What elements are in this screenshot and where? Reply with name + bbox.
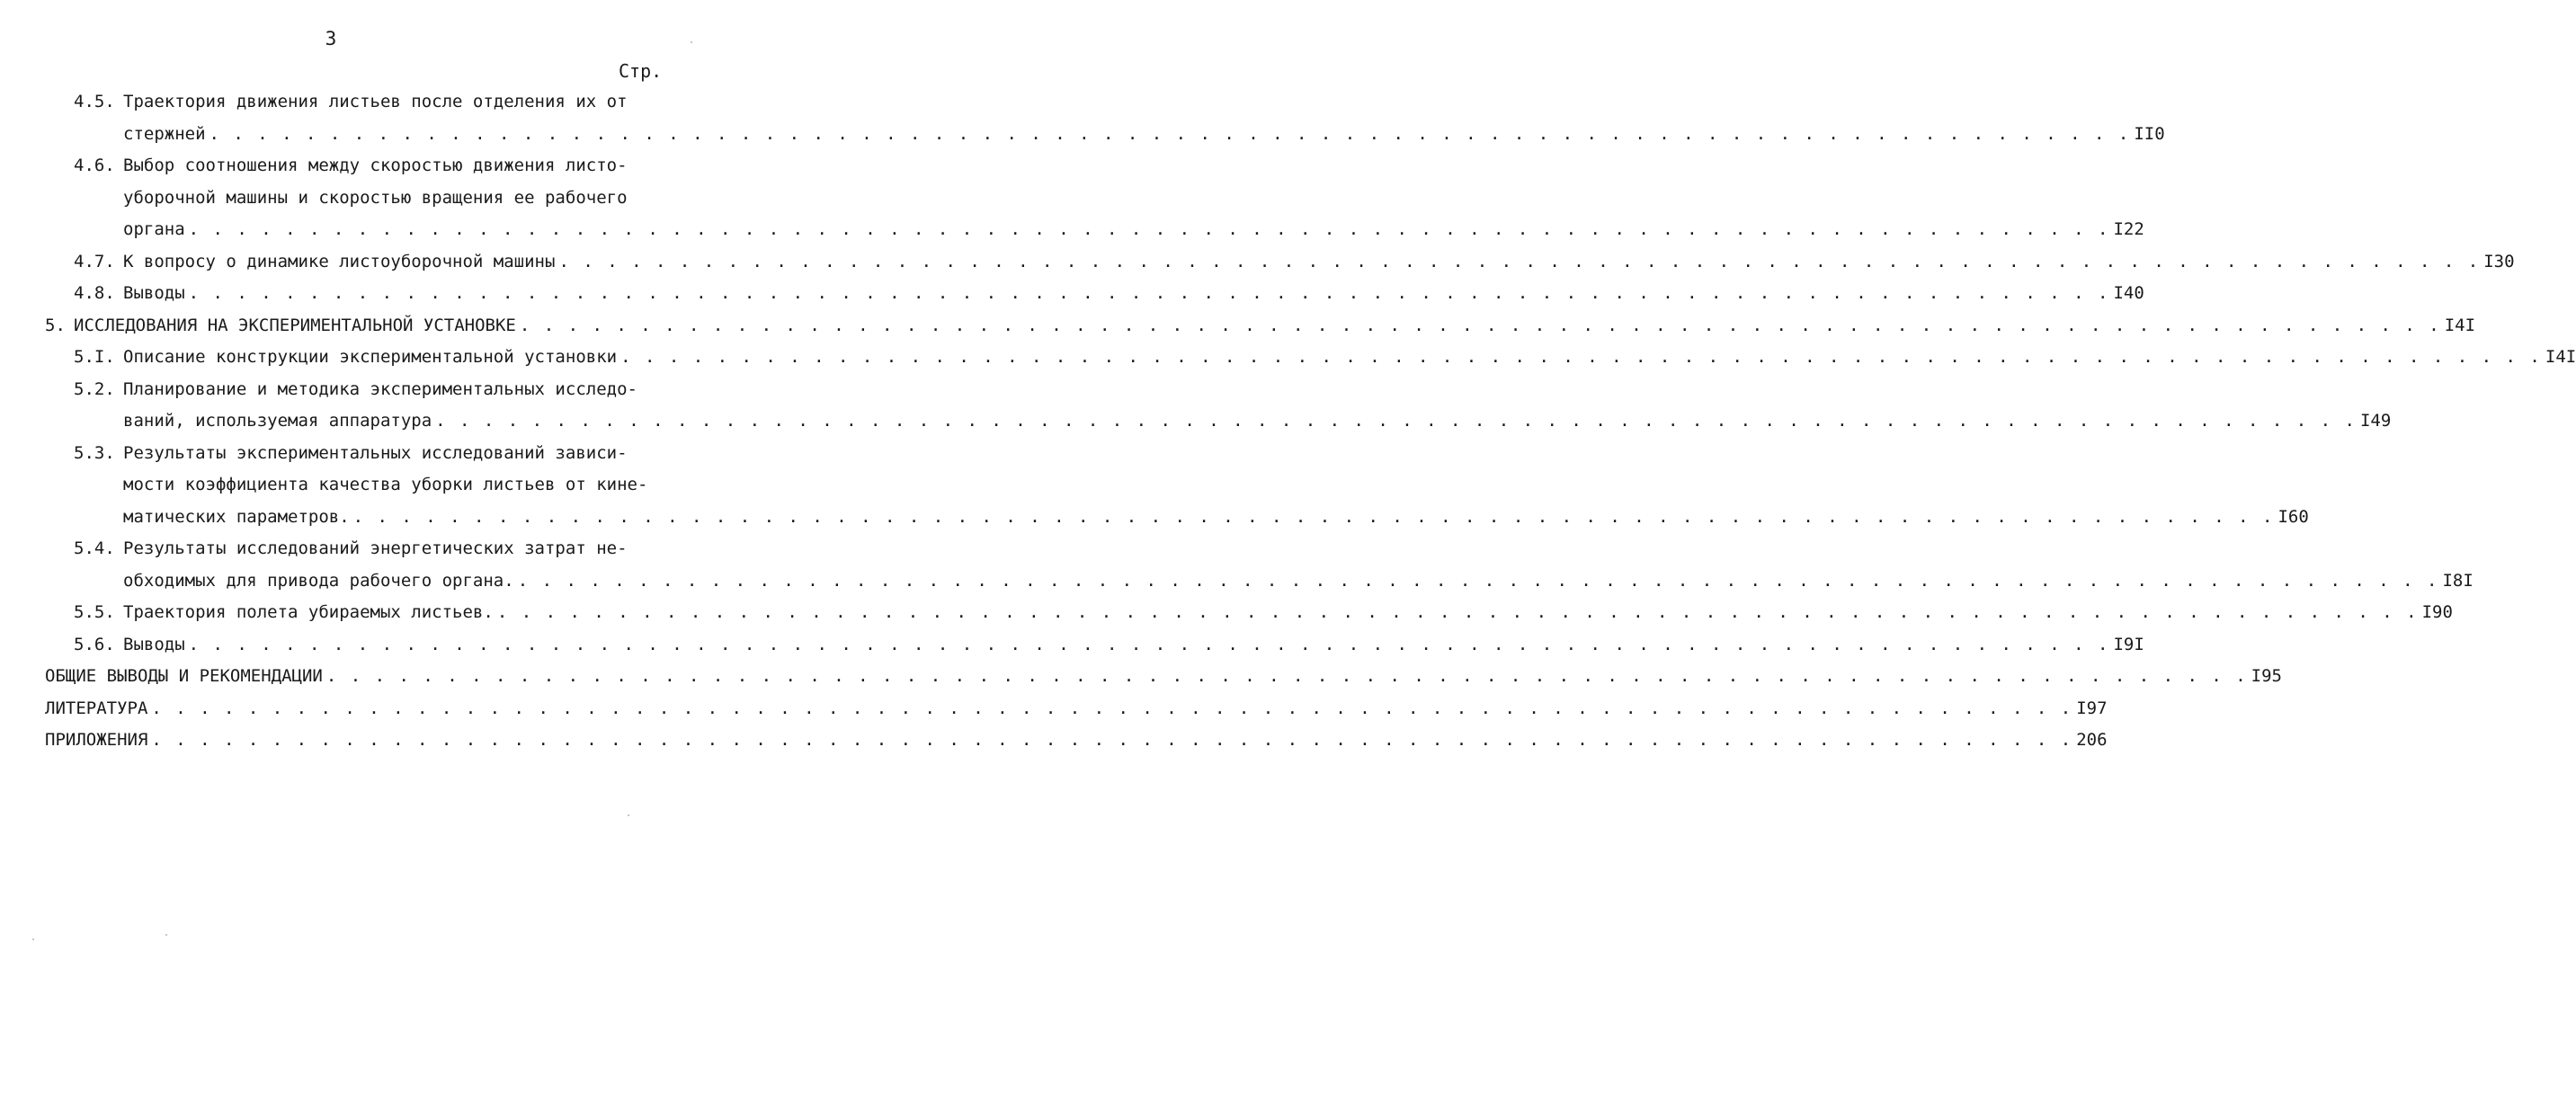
toc-entry-title-line: органа <box>123 219 185 239</box>
toc-entry-number: 5.6. <box>74 634 115 654</box>
toc-entry-title-line: мости коэффициента качества уборки листьев от кине- <box>123 475 648 494</box>
toc-entry-title-line: Результаты исследований энергетических затрат не- <box>123 538 628 558</box>
toc-entry-page: I30 <box>2483 251 2515 271</box>
toc-entry-last-line <box>123 342 2576 374</box>
toc-entry <box>0 86 2165 150</box>
toc-entry-page: I4I <box>2444 315 2476 335</box>
toc-entry-number: 5.3. <box>74 442 115 463</box>
toc-entry-number: 4.5. <box>74 92 115 111</box>
toc-entry-page: I4I <box>2545 347 2576 367</box>
dot-leader: . . . . . . . . . . . . . . . . . . . . . . . . . . . . . . . . . . . . . . . . . . . . . . . . . . . . . . . . . . . . . . . . . . . . . . . . . . . . . . . . <box>209 123 2131 144</box>
toc-entry <box>0 725 2108 757</box>
toc-entry-last-line <box>123 214 2144 246</box>
toc-entry-title-line: ОБЩИЕ ВЫВОДЫ И РЕКОМЕНДАЦИИ <box>45 666 323 686</box>
scan-speck <box>628 814 629 816</box>
toc-entry-title-line: ЛИТЕРАТУРА <box>45 698 148 718</box>
dot-leader: . . . . . . . . . . . . . . . . . . . . . . . . . . . . . . . . . . . . . . . . . . . . . . . . . . . . . . . . . . . . . . . . . . . . . . . . . . . . . . . . <box>435 411 2357 431</box>
toc-entry-page: I97 <box>2076 698 2108 718</box>
toc-entry <box>0 246 2515 279</box>
toc-entry-number: 4.7. <box>74 251 115 271</box>
toc-entry <box>0 150 2144 246</box>
toc-entry-page: I95 <box>2251 666 2282 686</box>
table-of-contents <box>0 86 2576 757</box>
toc-entry-number: 5.I. <box>74 347 115 367</box>
toc-entry-title-line: Результаты экспериментальных исследований зависи- <box>123 442 628 463</box>
toc-entry-last-line <box>123 278 2144 310</box>
toc-entry-last-line <box>123 405 2392 438</box>
toc-entry <box>0 438 2309 534</box>
toc-entry-title-line: Выводы <box>123 283 185 303</box>
toc-entry-title-line: стержней <box>123 123 206 144</box>
page-number: 3 <box>325 28 337 49</box>
toc-entry-title-line: ваний, используемая аппаратура <box>123 411 432 431</box>
dot-leader: . . . . . . . . . . . . . . . . . . . . . . . . . . . . . . . . . . . . . . . . . . . . . . . . . . . . . . . . . . . . . . . . . . . . . . . . . . . . . . . . <box>352 506 2275 527</box>
toc-entry-title-line: ПРИЛОЖЕНИЯ <box>45 730 148 750</box>
toc-entry-last-line <box>74 310 2476 342</box>
dot-leader: . . . . . . . . . . . . . . . . . . . . . . . . . . . . . . . . . . . . . . . . . . . . . . . . . . . . . . . . . . . . . . . . . . . . . . . . . . . . . . . . <box>517 570 2439 591</box>
toc-entry <box>0 629 2144 662</box>
dot-leader: . . . . . . . . . . . . . . . . . . . . . . . . . . . . . . . . . . . . . . . . . . . . . . . . . . . . . . . . . . . . . . . . . . . . . . . . . . . . . . . . <box>620 347 2542 367</box>
toc-entry-number: 5.5. <box>74 602 115 622</box>
toc-entry-last-line <box>45 693 2108 725</box>
toc-entry-number: 5.4. <box>74 538 115 558</box>
toc-entry <box>0 661 2282 693</box>
toc-entry-title-line: матических параметров. <box>123 506 350 527</box>
toc-entry <box>0 342 2576 374</box>
page-column-label: Стр. <box>619 60 663 82</box>
dot-leader: . . . . . . . . . . . . . . . . . . . . . . . . . . . . . . . . . . . . . . . . . . . . . . . . . . . . . . . . . . . . . . . . . . . . . . . . . . . . . . . . <box>325 666 2248 686</box>
dot-leader: . . . . . . . . . . . . . . . . . . . . . . . . . . . . . . . . . . . . . . . . . . . . . . . . . . . . . . . . . . . . . . . . . . . . . . . . . . . . . . . . <box>188 283 2110 303</box>
toc-entry-title-line: Выводы <box>123 634 185 654</box>
toc-entry <box>0 278 2144 310</box>
toc-entry <box>0 374 2392 438</box>
toc-entry-page: I8I <box>2442 570 2473 591</box>
toc-entry-title-line: Траектория движения листьев после отделения их от <box>123 92 628 111</box>
toc-entry-page: 206 <box>2076 730 2108 750</box>
toc-entry-last-line <box>123 502 2309 534</box>
toc-entry-page: I22 <box>2113 219 2144 239</box>
toc-entry-number: 5.2. <box>74 378 115 399</box>
dot-leader: . . . . . . . . . . . . . . . . . . . . . . . . . . . . . . . . . . . . . . . . . . . . . . . . . . . . . . . . . . . . . . . . . . . . . . . . . . . . . . . . <box>519 315 2441 335</box>
toc-entry-title-line: Описание конструкции экспериментальной установки <box>123 347 618 367</box>
toc-entry-last-line <box>45 725 2108 757</box>
toc-entry-title-line: Выбор соотношения между скоростью движения листо- <box>123 156 628 175</box>
scan-speck <box>32 938 34 940</box>
toc-entry-number: 4.8. <box>74 283 115 303</box>
toc-entry-last-line <box>123 565 2473 598</box>
toc-entry <box>0 310 2476 342</box>
dot-leader: . . . . . . . . . . . . . . . . . . . . . . . . . . . . . . . . . . . . . . . . . . . . . . . . . . . . . . . . . . . . . . . . . . . . . . . . . . . . . . . . <box>188 634 2110 654</box>
toc-entry-page: I40 <box>2113 283 2144 303</box>
toc-entry-title-line: ИССЛЕДОВАНИЯ НА ЭКСПЕРИМЕНТАЛЬНОЙ УСТАНОВКЕ <box>74 315 516 335</box>
toc-entry-title-line: К вопросу о динамике листоуборочной машины <box>123 251 556 271</box>
toc-entry-page: I60 <box>2277 506 2309 527</box>
dot-leader: . . . . . . . . . . . . . . . . . . . . . . . . . . . . . . . . . . . . . . . . . . . . . . . . . . . . . . . . . . . . . . . . . . . . . . . . . . . . . . . . <box>496 602 2419 622</box>
toc-entry-number: 5. <box>45 315 66 335</box>
dot-leader: . . . . . . . . . . . . . . . . . . . . . . . . . . . . . . . . . . . . . . . . . . . . . . . . . . . . . . . . . . . . . . . . . . . . . . . . . . . . . . . . <box>151 730 2073 750</box>
toc-entry <box>0 597 2453 629</box>
toc-entry <box>0 533 2473 597</box>
toc-entry-title-line: обходимых для привода рабочего органа. <box>123 570 514 591</box>
toc-entry-last-line <box>123 119 2165 151</box>
scan-speck <box>165 934 167 936</box>
toc-entry-title-line: Траектория полета убираемых листьев. <box>123 602 494 622</box>
toc-entry-last-line <box>123 246 2515 279</box>
toc-entry-page: I9I <box>2113 634 2144 654</box>
toc-entry-title-line: Планирование и методика экспериментальных исследо- <box>123 378 637 399</box>
toc-entry-page: II0 <box>2134 123 2165 144</box>
toc-entry-title-line: уборочной машины и скоростью вращения ее рабочего <box>123 187 628 208</box>
toc-entry <box>0 693 2108 725</box>
toc-entry-last-line <box>45 661 2282 693</box>
toc-entry-last-line <box>123 597 2453 629</box>
toc-entry-last-line <box>123 629 2144 662</box>
scan-speck <box>691 41 692 43</box>
toc-entry-page: I49 <box>2359 411 2392 431</box>
toc-entry-number: 4.6. <box>74 156 115 175</box>
dot-leader: . . . . . . . . . . . . . . . . . . . . . . . . . . . . . . . . . . . . . . . . . . . . . . . . . . . . . . . . . . . . . . . . . . . . . . . . . . . . . . . . <box>188 219 2110 239</box>
dot-leader: . . . . . . . . . . . . . . . . . . . . . . . . . . . . . . . . . . . . . . . . . . . . . . . . . . . . . . . . . . . . . . . . . . . . . . . . . . . . . . . . <box>558 251 2481 271</box>
dot-leader: . . . . . . . . . . . . . . . . . . . . . . . . . . . . . . . . . . . . . . . . . . . . . . . . . . . . . . . . . . . . . . . . . . . . . . . . . . . . . . . . <box>151 698 2073 718</box>
toc-entry-page: I90 <box>2421 602 2453 622</box>
